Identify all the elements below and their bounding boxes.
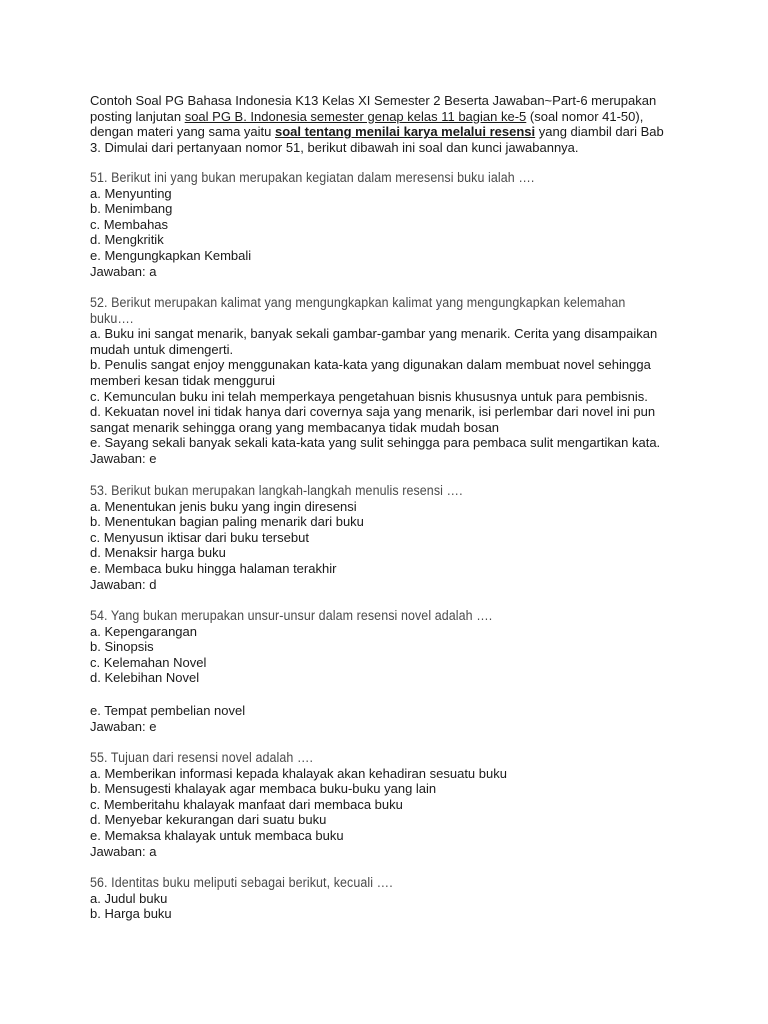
question-text: 53. Berikut bukan merupakan langkah-langkah menulis resensi …. (90, 483, 463, 498)
question-text: 54. Yang bukan merupakan unsur-unsur dalam resensi novel adalah …. (90, 608, 493, 623)
intro-text: posting lanjutan (90, 108, 185, 124)
answer-key: Jawaban: e (90, 718, 157, 734)
intro-line (90, 93, 710, 109)
answer-option: d. Menaksir harga buku (90, 545, 226, 561)
answer-option: c. Memberitahu khalayak manfaat dari membaca buku (90, 796, 403, 812)
answer-option: c. Membahas (90, 216, 169, 232)
question-block (90, 875, 710, 922)
answer-option: a. Menentukan jenis buku yang ingin diresensi (90, 498, 357, 514)
answer-option: a. Judul buku (90, 890, 168, 906)
question-block (90, 295, 710, 467)
answer-option: c. Menyusun iktisar dari buku tersebut (90, 529, 309, 545)
answer-option: e. Mengungkapkan Kembali (90, 247, 252, 263)
intro-text: (soal nomor 41-50), (526, 108, 644, 124)
intro-text: yang diambil dari Bab (535, 124, 664, 140)
answer-option: a. Buku ini sangat menarik, banyak sekali gambar-gambar yang menarik. Cerita yang disampaikan (90, 326, 658, 342)
answer-option: sangat menarik sehingga orang yang membacanya tidak mudah bosan (90, 419, 500, 435)
answer-key: Jawaban: a (90, 263, 157, 279)
intro-line (90, 109, 710, 125)
answer-key: Jawaban: a (90, 843, 157, 859)
intro-line (90, 140, 710, 156)
question-text: 55. Tujuan dari resensi novel adalah …. (90, 750, 314, 765)
question-text: 51. Berikut ini yang bukan merupakan kegiatan dalam meresensi buku ialah …. (90, 170, 535, 185)
intro-paragraph (90, 93, 710, 155)
question-text: 56. Identitas buku meliputi sebagai berikut, kecuali …. (90, 875, 393, 890)
answer-option: d. Menyebar kekurangan dari suatu buku (90, 812, 327, 828)
article-link[interactable]: soal PG B. Indonesia semester genap kelas 11 bagian ke-5 (184, 108, 527, 124)
question-text: 52. Berikut merupakan kalimat yang mengungkapkan kalimat yang mengungkapkan kelemahan (90, 295, 626, 310)
answer-option: a. Menyunting (90, 185, 172, 201)
answer-key: Jawaban: e (90, 450, 157, 466)
answer-option: e. Membaca buku hingga halaman terakhir (90, 560, 337, 576)
question-block (90, 608, 710, 734)
article-link[interactable]: soal tentang menilai karya melalui resensi (275, 124, 536, 140)
question-block (90, 483, 710, 592)
answer-option: a. Kepengarangan (90, 623, 197, 639)
answer-option: e. Tempat pembelian novel (90, 702, 246, 718)
blank-line (90, 686, 710, 703)
question-block (90, 170, 710, 279)
question-text: buku…. (90, 310, 134, 326)
answer-option: b. Mensugesti khalayak agar membaca buku-buku yang lain (90, 781, 437, 797)
answer-option: b. Penulis sangat enjoy menggunakan kata-kata yang digunakan dalam membuat novel sehingga (90, 357, 651, 373)
answer-option: a. Memberikan informasi kepada khalayak akan kehadiran sesuatu buku (90, 765, 507, 781)
intro-text: Contoh Soal PG Bahasa Indonesia K13 Kelas XI Semester 2 Beserta Jawaban~Part-6 merupakan (90, 93, 657, 108)
answer-option: memberi kesan tidak menggurui (90, 372, 275, 388)
intro-text: 3. Dimulai dari pertanyaan nomor 51, berikut dibawah ini soal dan kunci jawabannya. (90, 139, 579, 155)
answer-key: Jawaban: d (90, 576, 157, 592)
question-block (90, 750, 710, 859)
answer-option: b. Menentukan bagian paling menarik dari buku (90, 514, 364, 530)
answer-option: e. Sayang sekali banyak sekali kata-kata yang sulit sehingga para pembaca sulit mengartikan kata. (90, 435, 661, 451)
answer-option: c. Kemunculan buku ini telah memperkaya pengetahuan bisnis khususnya untuk para pembisnis. (90, 388, 648, 404)
intro-text: dengan materi yang sama yaitu (90, 124, 275, 140)
answer-option: b. Harga buku (90, 906, 172, 922)
answer-option: mudah untuk dimengerti. (90, 341, 234, 357)
answer-option: c. Kelemahan Novel (90, 654, 207, 670)
answer-option: d. Kelebihan Novel (90, 670, 200, 686)
answer-option: d. Mengkritik (90, 232, 164, 248)
answer-option: b. Menimbang (90, 201, 173, 217)
answer-option: e. Memaksa khalayak untuk membaca buku (90, 827, 344, 843)
intro-line (90, 124, 710, 140)
answer-option: d. Kekuatan novel ini tidak hanya dari covernya saja yang menarik, isi perlembar dari novel ini pun (90, 404, 656, 420)
answer-option: b. Sinopsis (90, 639, 154, 655)
